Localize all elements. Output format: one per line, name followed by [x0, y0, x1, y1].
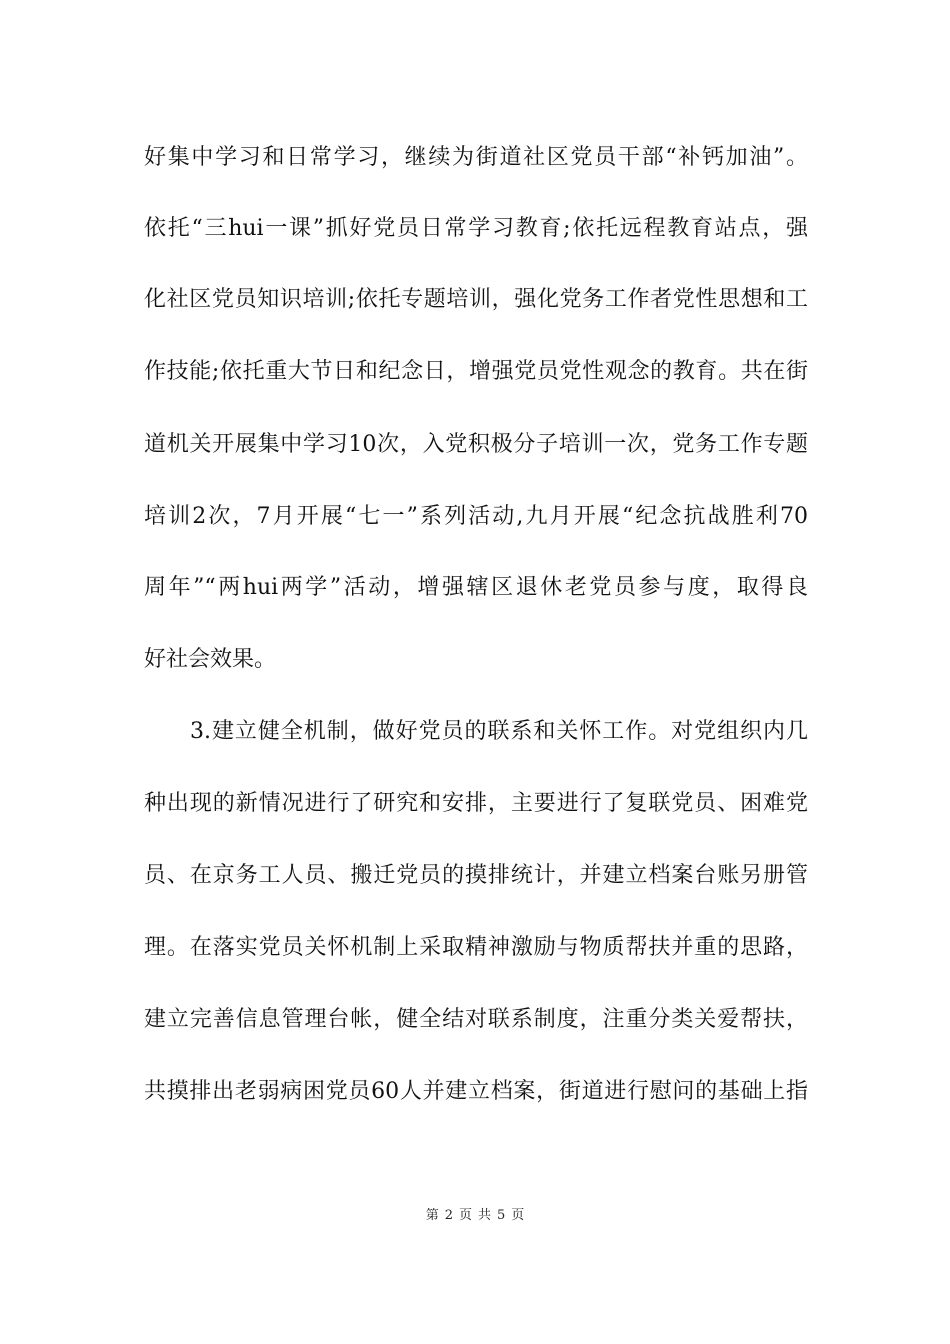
paragraph-2-line-6: 共摸排出老弱病困党员60人并建立档案，街道进行慰问的基础上指 [144, 1079, 808, 1104]
footer-total-prefix: 共 [478, 1208, 492, 1223]
paragraph-1-line-7: 周年”“两hui两学”活动，增强辖区退休老党员参与度，取得良 [144, 575, 808, 600]
paragraph-2-line-3: 员、在京务工人员、搬迁党员的摸排统计，并建立档案台账另册管 [144, 863, 808, 888]
paragraph-1-line-5: 道机关开展集中学习10次，入党积极分子培训一次，党务工作专题 [144, 432, 808, 457]
page-number-footer [0, 1206, 950, 1226]
paragraph-2-line-2: 种出现的新情况进行了研究和安排，主要进行了复联党员、困难党 [144, 791, 808, 816]
footer-suffix: 页 [511, 1208, 525, 1223]
paragraph-2-line-1: 3.建立健全机制，做好党员的联系和关怀工作。对党组织内几 [190, 719, 808, 744]
paragraph-1-line-1: 好集中学习和日常学习，继续为街道社区党员干部“补钙加油”。 [144, 145, 808, 170]
footer-page-word: 页 [458, 1208, 472, 1223]
paragraph-1-line-8: 好社会效果。 [144, 647, 277, 672]
footer-current-page: 2 [444, 1208, 453, 1223]
paragraph-1-line-3: 化社区党员知识培训;依托专题培训，强化党务工作者党性思想和工 [144, 287, 808, 312]
paragraph-2-line-5: 建立完善信息管理台帐，健全结对联系制度，注重分类关爱帮扶， [144, 1007, 808, 1032]
paragraph-2-line-4: 理。在落实党员关怀机制上采取精神激励与物质帮扶并重的思路， [144, 935, 808, 960]
footer-total-pages: 5 [497, 1208, 506, 1223]
paragraph-1-line-6: 培训2次，7月开展“七一”系列活动,九月开展“纪念抗战胜利70 [144, 504, 808, 529]
paragraph-1-line-4: 作技能;依托重大节日和纪念日，增强党员党性观念的教育。共在街 [144, 359, 808, 384]
paragraph-1-line-2: 依托“三hui一课”抓好党员日常学习教育;依托远程教育站点，强 [144, 216, 808, 241]
footer-prefix: 第 [425, 1208, 439, 1223]
